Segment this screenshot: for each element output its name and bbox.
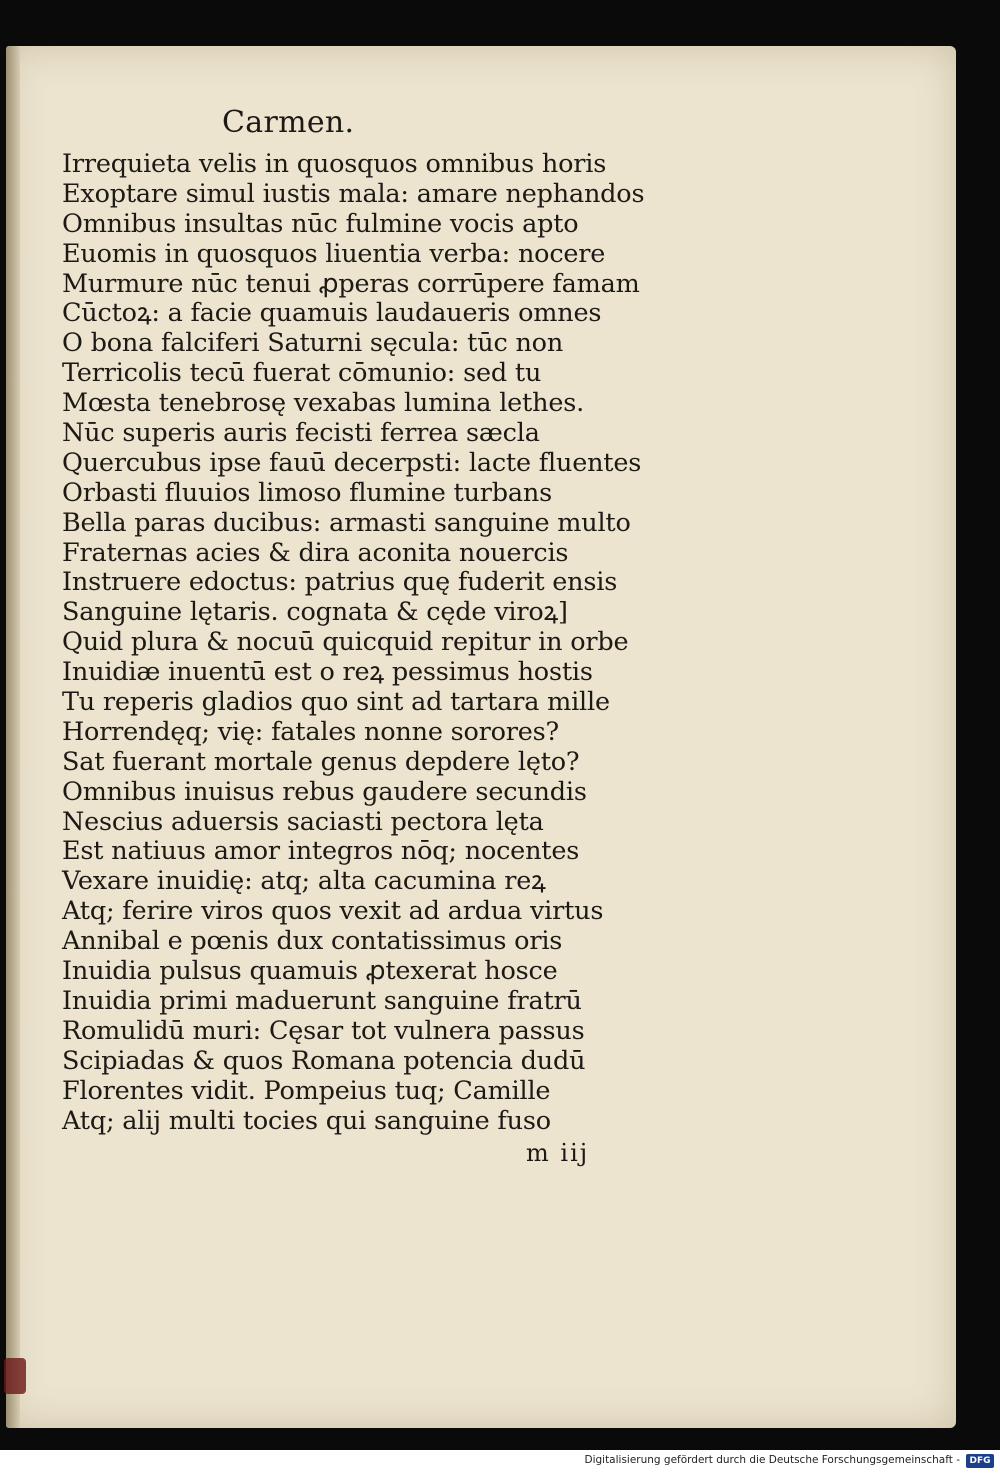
verse-line: Annibal e pœnis dux contatissimus oris [62, 926, 563, 957]
verse-line: Tu reperis gladios quo sint ad tartara mille [62, 687, 610, 718]
verse-line: O bona falciferi Saturni sęcula: tūc non [62, 328, 564, 359]
verse-line: Atq; ferire viros quos vexit ad ardua virtus [62, 896, 604, 927]
page-binding-edge [6, 46, 20, 1428]
verse-line: Euomis in quosquos liuentia verba: nocere [62, 238, 606, 269]
funding-credit: Digitalisierung gefördert durch die Deutsche Forschungsgemeinschaft - [584, 1454, 960, 1466]
verse-line: Irrequieta velis in quosquos omnibus horis [62, 149, 607, 179]
verse-line: Inuidiæ inuentū est o reꝝ pessimus hostis [62, 657, 593, 688]
verse-line: Inuidia pulsus quamuis ꝓtexerat hosce [62, 956, 558, 987]
verse-text [62, 150, 644, 1136]
dfg-logo[interactable]: DFG [966, 1454, 994, 1468]
verse-line: Instruere edoctus: patrius quę fuderit ensis [62, 567, 618, 598]
verse-line: Omnibus inuisus rebus gaudere secundis [62, 776, 587, 807]
verse-line: Horrendęq; vię: fatales nonne sorores? [62, 716, 560, 747]
verse-line: Sanguine lętaris. cognata & cęde viroꝝ] [62, 597, 568, 628]
verse-line: Cūctoꝝ: a facie quamuis laudaueris omnes [62, 298, 602, 329]
verse-line: Florentes vidit. Pompeius tuq; Camille [62, 1075, 551, 1106]
verse-line: Nūc superis auris fecisti ferrea sæcla [62, 418, 540, 449]
footer-bar [0, 1450, 1000, 1473]
verse-line: Sat fuerant mortale genus depdere lęto? [62, 746, 580, 777]
verse-line: Exoptare simul iustis mala: amare nephandos [62, 178, 645, 209]
verse-line: Romulidū muri: Cęsar tot vulnera passus [62, 1015, 585, 1046]
verse-line: Quid plura & nocuū quicquid repitur in orbe [62, 627, 629, 658]
verse-line: Vexare inuidię: atq; alta cacumina reꝝ [62, 866, 546, 897]
verse-line: Nescius aduersis saciasti pectora lęta [62, 806, 544, 837]
page-heading: Carmen. [222, 105, 355, 140]
verse-line: Quercubus ipse fauū decerpsti: lacte fluentes [62, 447, 642, 478]
verse-line: Terricolis tecū fuerat cōmunio: sed tu [62, 358, 542, 389]
verse-line: Murmure nūc tenui ꝓperas corrūpere famam [62, 268, 640, 299]
verse-line: Bella paras ducibus: armasti sanguine multo [62, 507, 631, 538]
verse-line: Orbasti fluuios limoso flumine turbans [62, 477, 553, 508]
ribbon-marker [4, 1358, 26, 1394]
verse-line: Mœsta tenebrosę vexabas lumina lethes. [62, 388, 585, 419]
verse-line: Atq; alij multi tocies qui sanguine fuso [62, 1105, 551, 1136]
verse-line: Inuidia primi maduerunt sanguine fratrū [62, 985, 582, 1016]
verse-line: Fraternas acies & dira aconita nouercis [62, 537, 569, 568]
verse-line: Est natiuus amor integros nōq; nocentes [62, 836, 580, 867]
signature-mark: m iij [526, 1139, 590, 1167]
verse-line: Omnibus insultas nūc fulmine vocis apto [62, 208, 579, 239]
verse-line: Scipiadas & quos Romana potencia dudū [62, 1045, 586, 1076]
